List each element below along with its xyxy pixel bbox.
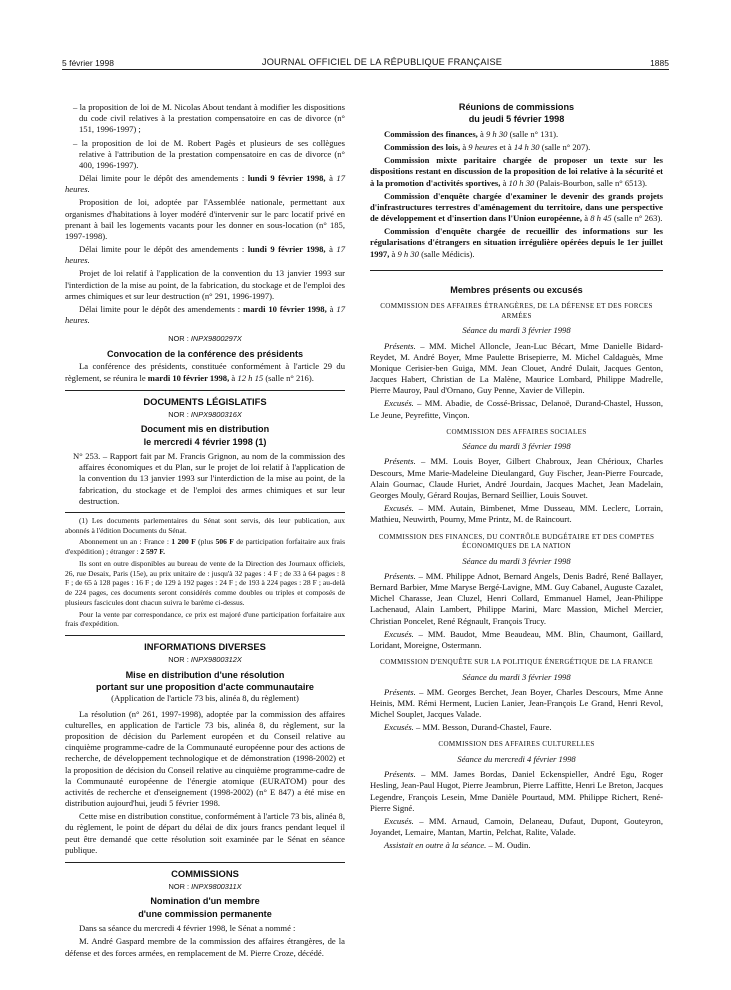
section-heading: portant sur une proposition d'acte communautaire xyxy=(96,682,314,693)
paragraph: Projet de loi relatif à l'application de la convention du 13 janvier 1993 sur l'interdiction de la mise au point, de la fabrication, du stockage et de l'emploi des armes chimiques et sur leur destruction (n° 291, 1996-1997). xyxy=(65,268,345,301)
attendance-also-present: Assistait en outre à la séance. – M. Oudin. xyxy=(384,840,531,851)
section-heading: Mise en distribution d'une résolution xyxy=(125,669,285,680)
section-heading: d'une commission permanente xyxy=(138,908,272,919)
attendance-excused: Excusés. – MM. Besson, Durand-Chastel, Faure. xyxy=(384,722,552,733)
footnote: Pour la vente par correspondance, ce prix est majoré d'une participation forfaitaire aux frais d'expédition. xyxy=(65,609,345,629)
section-heading: du jeudi 5 février 1998 xyxy=(468,114,565,125)
seance-date: Séance du mardi 3 février 1998 xyxy=(462,555,571,566)
paragraph: Dans sa séance du mercredi 4 février 1998, le Sénat a nommé : xyxy=(79,923,296,934)
paragraph: La résolution (n° 261, 1997-1998), adoptée par la commission des affaires culturelles, en application de l'article 73 bis, alinéa 8, du règlement, sur la proposition de décision du Parlement européen et du Conseil relative au cinquième programme-cadre de la Communauté européenne pour des actions de recherche, de développement technologique et de démonstration (1998-2002) et la proposition de décision du Conseil relative au cinquième programme-cadre de la Communauté européenne de l'énergie atomique (EURATOM) pour des activités de recherche et d'enseignement (1998-2002) (n° E 847) a été mise en distribution aujourd'hui, jeudi 5 février 1998. xyxy=(65,708,345,809)
nor-reference: NOR : INPX9800312X xyxy=(168,654,242,664)
paragraph: – la proposition de loi de M. Robert Pagès et plusieurs de ses collègues relative à l'attribution de la prestation compensatoire en cas de divorce (n° 400, 1996-1997). xyxy=(73,137,345,170)
attendance-present: Présents. – MM. Louis Boyer, Gilbert Chabroux, Jean Chérioux, Charles Descours, Mme Marie-Madeleine Dieulangard, Guy Fischer, Jean-Pierre Fourcade, Alain Gournac, Claude Huriet, André Jourdain, Jacques Machet, Jean Madelain, Georges Mouly, Gérard Roujas, Bernard Seillier, Louis Souvet. xyxy=(370,456,663,500)
paragraph: Commission des lois, à 9 heures et à 14 h 30 (salle n° 207). xyxy=(384,142,591,153)
nor-reference: NOR : INPX9800316X xyxy=(168,409,242,419)
section-title: INFORMATIONS DIVERSES xyxy=(144,641,266,653)
section-heading: Nomination d'un membre xyxy=(150,896,260,907)
paragraph: Cette mise en distribution constitue, conformément à l'article 73 bis, alinéa 8, du règlement, le point de départ du délai de dix jours francs pendant lequel il peut être demandé que cette résolution soit examinée par le Sénat en séance publique. xyxy=(65,811,345,855)
divider xyxy=(65,635,345,636)
attendance-excused: Excusés. – MM. Baudot, Mme Beaudeau, MM. Blin, Chaumont, Gaillard, Loridant, Moreigne, Ostermann. xyxy=(370,628,663,650)
nor-reference: NOR : INPX9800297X xyxy=(168,334,242,344)
footnote-divider xyxy=(65,512,345,513)
header-date: 5 février 1998 xyxy=(62,57,114,68)
attendance-present: Présents. – MM. Michel Alloncle, Jean-Luc Bécart, Mme Danielle Bidard-Reydet, M. André Boyer, Mme Paulette Brisepierre, M. Michel Caldaguès, Mme Monique Cerisier-ben Guiga, MM. Jean Clouet, André Dulait, Jacques Genton, Jacques Habert, Christian de La Malène, Maurice Lombard, Philippe Madrelle, Pierre Mauroy, Paul d'Ornano, Guy Penne, Xavier de Villepin. xyxy=(370,340,663,396)
paragraph: Délai limite pour le dépôt des amendements : mardi 10 février 1998, à 17 heures. xyxy=(65,303,345,326)
seance-date: Séance du mardi 3 février 1998 xyxy=(462,671,571,682)
section-title: COMMISSIONS xyxy=(171,867,239,879)
paragraph: Délai limite pour le dépôt des amendements : lundi 9 février 1998, à 17 heures. xyxy=(65,173,345,195)
footnote: Abonnement un an : France : 1 200 F (plus 506 F de participation forfaitaire aux frais d'expédition) ; étranger : 2 597 F. xyxy=(65,537,345,557)
attendance-excused: Excusés. – MM. Abadie, de Cossé-Brissac, Delanoë, Durand-Chastel, Husson, Le Jeune, Peyrefitte, Vinçon. xyxy=(370,398,663,420)
seance-date: Séance du mercredi 4 février 1998 xyxy=(457,754,576,764)
attendance-present: Présents. – MM. James Bordas, Daniel Eckenspieller, André Egu, Roger Hesling, Jean-Paul Hugot, Pierre Jeambrun, Pierre Laffitte, Henri Le Breton, Jacques Legendre, François Lesein, Mme Danièle Pourtaud, MM. Philippe Richert, René-Pierre Signé. xyxy=(370,769,663,813)
attendance-excused: Excusés. – MM. Arnaud, Camoin, Delaneau, Dufaut, Dupont, Gouteyron, Joyandet, Lemaire, Mantan, Martin, Pelchat, Ralite, Valade. xyxy=(370,815,663,838)
divider xyxy=(65,390,345,391)
subheading: (Application de l'article 73 bis, alinéa 8, du règlement) xyxy=(111,693,299,704)
page-number: 1885 xyxy=(650,57,669,68)
left-column xyxy=(65,102,345,961)
paragraph: Proposition de loi, adoptée par l'Assemblée nationale, permettant aux organismes d'habitations à loyer modéré d'intervenir sur le parc locatif privé en prenant à bail les logements vacants pour les donner en sous-location (n° 185, 1997-1998). xyxy=(65,197,345,241)
paragraph: M. André Gaspard membre de la commission des affaires étrangères, de la défense et des forces armées, en remplacement de M. Pierre Croze, décédé. xyxy=(65,936,345,958)
commission-name: COMMISSION DES FINANCES, DU CONTRÔLE BUDGÉTAIRE ET DES COMPTES ÉCONOMIQUES DE LA NATION xyxy=(378,532,655,551)
commission-name: COMMISSION D'ENQUÊTE SUR LA POLITIQUE ÉNERGÉTIQUE DE LA FRANCE xyxy=(380,658,653,667)
section-heading: le mercredi 4 février 1998 (1) xyxy=(143,436,267,447)
paragraph: N° 253. – Rapport fait par M. Francis Grignon, au nom de la commission des affaires économiques et du Plan, sur le projet de loi relatif à l'application de la convention du 13 janvier 1993 sur l'interdiction de la mise au point, de la fabrication, du stockage et de l'emploi des armes chimiques et sur leur destruction. xyxy=(73,451,345,506)
paragraph: La conférence des présidents, constituée conformément à l'article 29 du règlement, se réunira le mardi 10 février 1998, à 12 h 15 (salle n° 216). xyxy=(65,361,345,383)
divider xyxy=(65,862,345,863)
page-header xyxy=(62,55,669,70)
nor-reference: NOR : INPX9800311X xyxy=(168,881,242,891)
footnote: Ils sont en outre disponibles au bureau de vente de la Direction des Journaux officiels, 26, rue Desaix, Paris (15e), au prix unitaire de : jusqu'à 32 pages : 4 F ; de 33 à 64 pages : 8 F ; de 65 à 128 pages : 16 F ; de 129 à 192 pages : 24 F ; de 193 à 224 pages : 28 F ; au-delà de 224 pages, ces documents seront considérés comme doubles ou triples et composés de plusieurs fascicules dont chacun suivra le barème ci-dessus. xyxy=(65,558,345,607)
paragraph: Commission d'enquête chargée de recueillir des informations sur les régularisations d'étrangers en situation irrégulière opérées depuis le 1er juillet 1997, à 9 h 30 (salle Médicis). xyxy=(370,226,663,259)
right-column xyxy=(370,102,663,853)
paragraph: Commission mixte paritaire chargée de proposer un texte sur les dispositions restant en discussion de la proposition de loi relative à la sécurité et à la promotion d'activités sportives, à 10 h 30 (Palais-Bourbon, salle n° 6513). xyxy=(370,155,663,188)
journal-title: JOURNAL OFFICIEL DE LA RÉPUBLIQUE FRANÇAISE xyxy=(261,57,503,68)
commission-name: COMMISSION DES AFFAIRES CULTURELLES xyxy=(438,740,595,749)
section-title: DOCUMENTS LÉGISLATIFS xyxy=(143,395,267,407)
paragraph: Commission d'enquête chargée d'examiner le devenir des grands projets d'infrastructures terrestres d'aménagement du territoire, dans une perspective de développement et d'insertion dans l'Union européenne, à 8 h 45 (salle n° 263). xyxy=(370,190,663,224)
divider xyxy=(370,270,663,271)
paragraph: – la proposition de loi de M. Nicolas About tendant à modifier les dispositions du code civil relatives à la prestation compensatoire en cas de divorce (n° 151, 1996-1997) ; xyxy=(73,102,345,135)
section-heading: Réunions de commissions xyxy=(458,102,575,112)
paragraph: Délai limite pour le dépôt des amendements : lundi 9 février 1998, à 17 heures. xyxy=(65,244,345,266)
attendance-present: Présents. – MM. Philippe Adnot, Bernard Angels, Denis Badré, René Ballayer, Bernard Barbier, Mme Maryse Bergé-Lavigne, MM. Guy Cabanel, Auguste Cazalet, Michel Charasse, Jean Cluzel, Henri Collard, Emmanuel Hamel, Jean-Philippe Lachenaud, Alain Lambert, Philippe Marini, Marc Massion, Michel Mercier, Christian Poncelet, René Régnault, François Trucy. xyxy=(370,570,663,626)
seance-date: Séance du mardi 3 février 1998 xyxy=(462,441,571,452)
attendance-present: Présents. – MM. Georges Berchet, Jean Boyer, Charles Descours, Mme Anne Heinis, MM. Rémi Herment, Lucien Lanier, Jean-François Le Grand, Henri Revol, Michel Souplet, Jacques Valade. xyxy=(370,686,663,720)
section-heading: Convocation de la conférence des présidents xyxy=(106,348,304,359)
section-heading: Document mis en distribution xyxy=(140,424,270,435)
commission-name: COMMISSION DES AFFAIRES ÉTRANGÈRES, DE LA DÉFENSE ET DES FORCES ARMÉES xyxy=(380,302,653,320)
section-heading: Membres présents ou excusés xyxy=(450,284,583,295)
attendance-excused: Excusés. – MM. Autain, Bimbenet, Mme Dusseau, MM. Leclerc, Lorrain, Mathieu, Neuwirth, Pourny, Mme Printz, M. de Raincourt. xyxy=(370,503,663,525)
commission-name: COMMISSION DES AFFAIRES SOCIALES xyxy=(446,427,587,436)
paragraph: Commission des finances, à 9 h 30 (salle n° 131). xyxy=(384,128,559,139)
seance-date: Séance du mardi 3 février 1998 xyxy=(462,325,571,336)
footnote: (1) Les documents parlementaires du Sénat sont servis, dès leur publication, aux abonnés à l'édition Documents du Sénat. xyxy=(65,515,345,535)
